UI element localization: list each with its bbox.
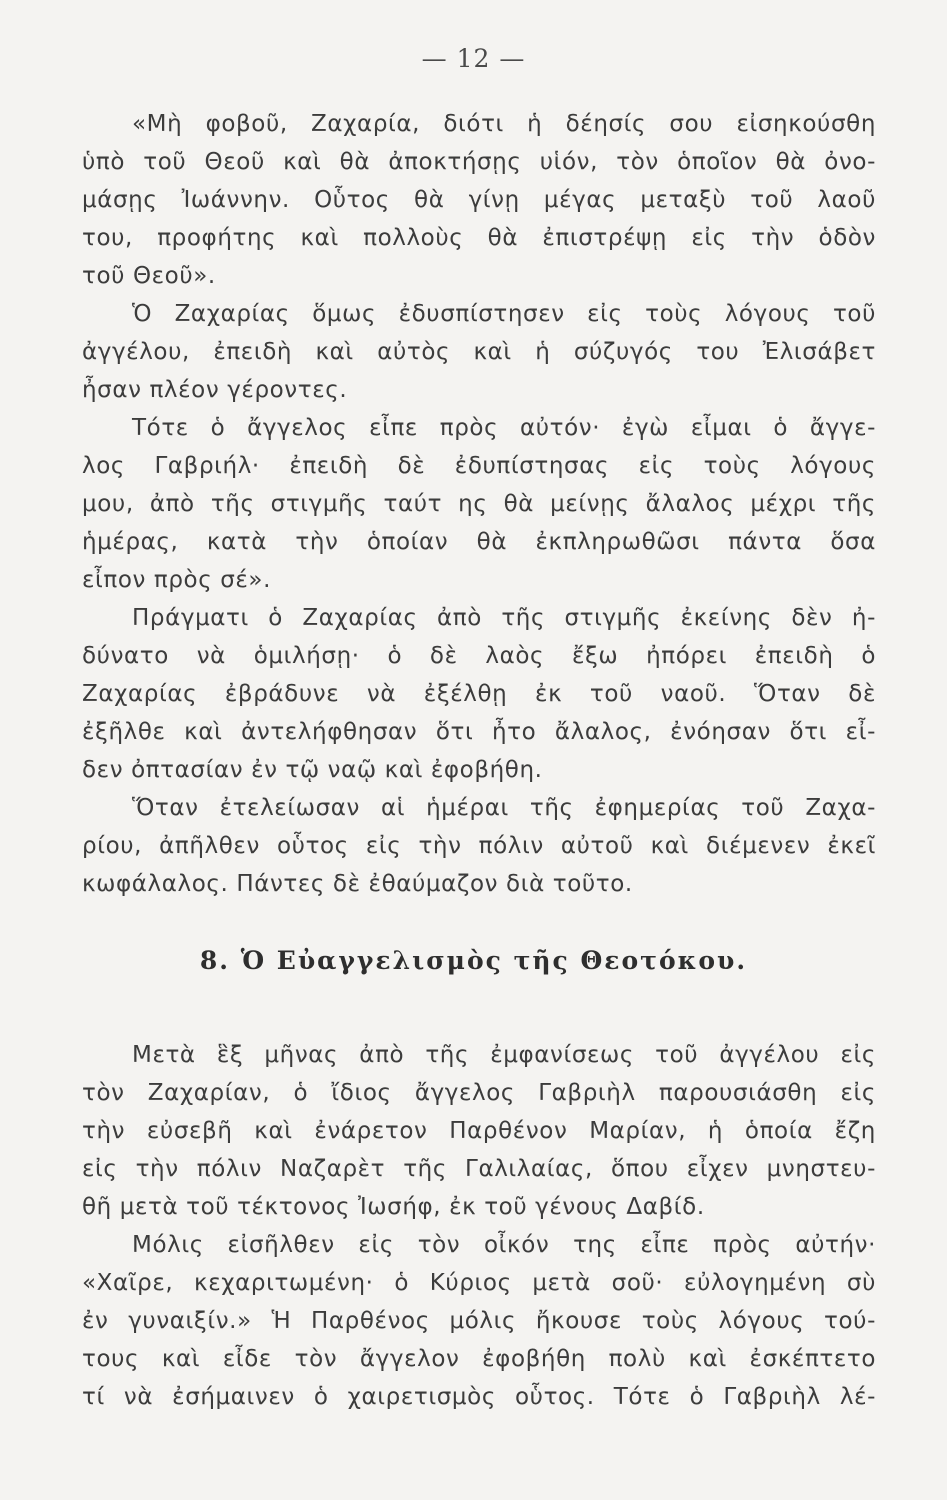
text-line: Πράγματι ὁ Ζαχαρίας ἀπὸ τῆς στιγμῆς ἐκείνης δὲν ἠ- — [132, 605, 876, 631]
text-line: Μόλις εἰσῆλθεν εἰς τὸν οἶκόν της εἶπε πρὸς αὐτήν· — [132, 1232, 876, 1258]
text-line: τοῦ Θεοῦ». — [82, 263, 216, 289]
text-line: μου, ἀπὸ τῆς στιγμῆς ταύτ ης θὰ μείνῃς ἄλαλος μέχρι τῆς — [82, 491, 876, 517]
text-line: λος Γαβριήλ· ἐπειδὴ δὲ ἐδυπίστησας εἰς τοὺς λόγους — [82, 453, 876, 479]
text-line: ἀγγέλου, ἐπειδὴ καὶ αὐτὸς καὶ ἡ σύζυγός του Ἐλισάβετ — [82, 339, 876, 365]
text-line: Ὁ Ζαχαρίας ὅμως ἐδυσπίστησεν εἰς τοὺς λόγους τοῦ — [132, 301, 876, 327]
text-line: ἐξῆλθε καὶ ἀντελήφθησαν ὅτι ἦτο ἄλαλος, ἐνόησαν ὅτι εἶ- — [82, 719, 876, 745]
text-line: του, προφήτης καὶ πολλοὺς θὰ ἐπιστρέψῃ εἰς τὴν ὁδὸν — [82, 225, 876, 251]
text-line: εἰς τὴν πόλιν Ναζαρὲτ τῆς Γαλιλαίας, ὅπου εἶχεν μνηστευ- — [82, 1156, 876, 1182]
text-line: Μετὰ ἓξ μῆνας ἀπὸ τῆς ἐμφανίσεως τοῦ ἀγγέλου εἰς — [132, 1042, 876, 1068]
text-line: ὑπὸ τοῦ Θεοῦ καὶ θὰ ἀποκτήσῃς υἱόν, τὸν ὁποῖον θὰ ὀνο- — [82, 149, 876, 175]
text-line: κωφάλαλος. Πάντες δὲ ἐθαύμαζον διὰ τοῦτο. — [82, 871, 633, 897]
text-line: ἦσαν πλέον γέροντες. — [82, 377, 348, 403]
text-line: δύνατο νὰ ὁμιλήσῃ· ὁ δὲ λαὸς ἔξω ἠπόρει ἐπειδὴ ὁ — [82, 643, 876, 669]
text-block-zacharias — [82, 105, 876, 903]
text-line: τους καὶ εἶδε τὸν ἄγγελον ἐφοβήθη πολὺ καὶ ἐσκέπτετο — [82, 1346, 876, 1372]
text-line: τὴν εὐσεβῆ καὶ ἐνάρετον Παρθένον Μαρίαν, ἡ ὁποία ἔζη — [82, 1118, 876, 1144]
text-line: «Χαῖρε, κεχαριτωμένη· ὁ Κύριος μετὰ σοῦ· εὐλογημένη σὺ — [82, 1270, 876, 1296]
text-line: εἶπον πρὸς σέ». — [82, 567, 272, 593]
text-line: ρίου, ἀπῆλθεν οὗτος εἰς τὴν πόλιν αὐτοῦ καὶ διέμενεν ἐκεῖ — [82, 833, 876, 859]
text-line: τὸν Ζαχαρίαν, ὁ ἴδιος ἄγγελος Γαβριὴλ παρουσιάσθη εἰς — [82, 1080, 876, 1106]
text-line: ἡμέρας, κατὰ τὴν ὁποίαν θὰ ἐκπληρωθῶσι πάντα ὅσα — [82, 529, 876, 555]
section-heading: 8. Ὁ Εὐαγγελισμὸς τῆς Θεοτόκου. — [199, 946, 748, 975]
text-line: Ζαχαρίας ἐβράδυνε νὰ ἐξέλθῃ ἐκ τοῦ ναοῦ. Ὅταν δὲ — [82, 681, 876, 707]
text-line: μάσῃς Ἰωάννην. Οὗτος θὰ γίνῃ μέγας μεταξὺ τοῦ λαοῦ — [82, 187, 876, 213]
page-number: — 12 — — [421, 44, 526, 73]
text-line: «Μὴ φοβοῦ, Ζαχαρία, διότι ἡ δέησίς σου εἰσηκούσθη — [132, 111, 876, 137]
text-line: τί νὰ ἐσήμαινεν ὁ χαιρετισμὸς οὗτος. Τότε ὁ Γαβριὴλ λέ- — [82, 1384, 876, 1410]
text-line: Τότε ὁ ἄγγελος εἶπε πρὸς αὐτόν· ἐγὼ εἶμαι ὁ ἄγγε- — [132, 415, 876, 441]
text-line: ἐν γυναιξίν.» Ἡ Παρθένος μόλις ἤκουσε τοὺς λόγους τού- — [82, 1308, 876, 1334]
text-line: θῆ μετὰ τοῦ τέκτονος Ἰωσήφ, ἐκ τοῦ γένους Δαβίδ. — [82, 1194, 705, 1220]
text-line: Ὅταν ἐτελείωσαν αἱ ἡμέραι τῆς ἐφημερίας τοῦ Ζαχα- — [132, 795, 876, 821]
text-block-annunciation — [82, 1036, 876, 1416]
text-line: δεν ὀπτασίαν ἐν τῷ ναῷ καὶ ἐφοβήθη. — [82, 757, 543, 783]
